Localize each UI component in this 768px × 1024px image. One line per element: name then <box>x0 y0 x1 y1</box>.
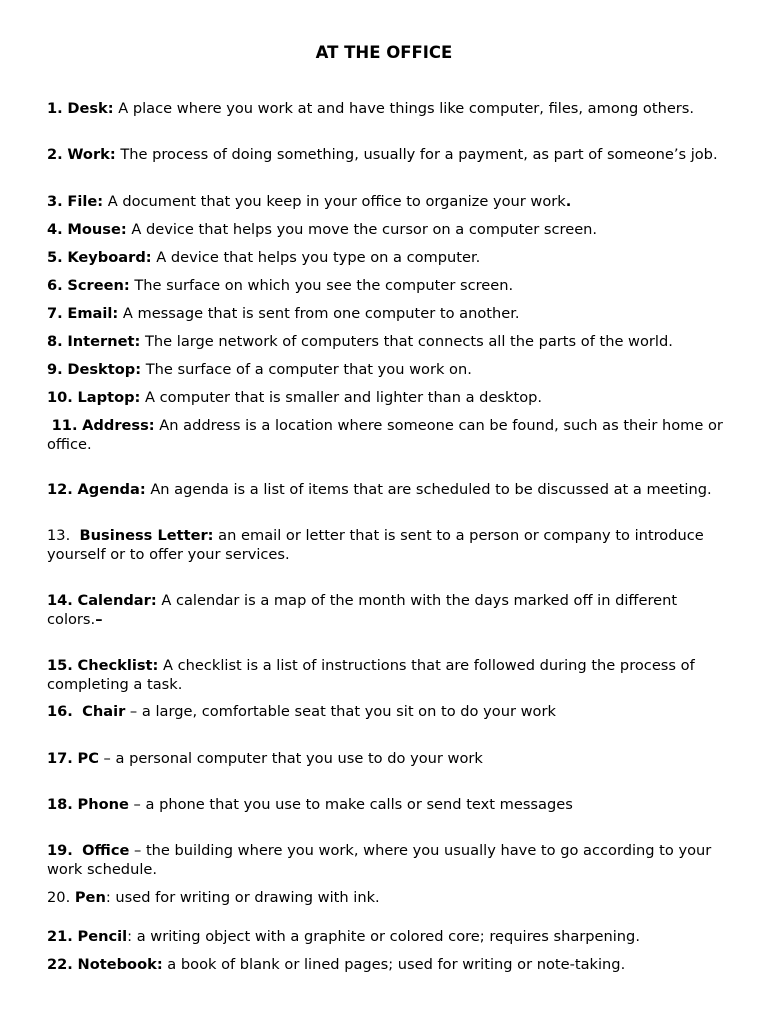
glossary-entry-desk <box>47 100 727 119</box>
entry-definition: The surface on which you see the computer screen. <box>134 277 514 294</box>
entry-term: Screen: <box>67 277 130 294</box>
entry-trailing-mark: . <box>565 193 572 210</box>
entry-number: 2. <box>47 146 63 163</box>
entry-number: 19. <box>47 842 73 859</box>
glossary-entry-pencil <box>47 928 727 947</box>
entry-number: 17. <box>47 750 73 767</box>
glossary-entry-desktop <box>47 361 727 380</box>
entry-separator: – <box>125 703 142 720</box>
entry-term: Pen <box>74 889 106 906</box>
entry-definition: a book of blank or lined pages; used for writing or note-taking. <box>167 956 626 973</box>
entry-number: 8. <box>47 333 63 350</box>
glossary-entry-business-letter <box>47 527 727 564</box>
entry-definition: A calendar is a map of the month with the days marked off in different colors. <box>47 592 678 628</box>
entry-number: 22. <box>47 956 73 973</box>
glossary-entry-pen <box>47 889 727 908</box>
glossary-entry-notebook <box>47 956 727 975</box>
entry-definition: a large, comfortable seat that you sit on to do your work <box>141 703 556 720</box>
entry-number: 11. <box>51 417 78 434</box>
entry-term: Agenda: <box>77 481 146 498</box>
entry-separator: – <box>128 796 146 813</box>
entry-term: Business Letter: <box>79 527 214 544</box>
entry-definition: An agenda is a list of items that are scheduled to be discussed at a meeting. <box>150 481 712 498</box>
glossary-entry-email <box>47 305 727 324</box>
entry-definition: a phone that you use to make calls or send text messages <box>145 796 573 813</box>
entry-definition: A device that helps you move the cursor on a computer screen. <box>131 221 598 238</box>
entry-term: Calendar: <box>77 592 157 609</box>
entry-number: 5. <box>47 249 63 266</box>
glossary-entry-file <box>47 193 727 212</box>
entry-term: Pencil <box>77 928 128 945</box>
glossary-entry-keyboard <box>47 249 727 268</box>
entry-term: Internet: <box>67 333 141 350</box>
glossary-entry-work <box>47 146 727 165</box>
entry-number: 6. <box>47 277 63 294</box>
entry-definition: The process of doing something, usually for a payment, as part of someone’s job. <box>120 146 718 163</box>
entry-number: 18. <box>47 796 73 813</box>
entry-term: Desktop: <box>67 361 142 378</box>
glossary-entry-pc <box>47 750 727 769</box>
glossary-entry-agenda <box>47 481 727 500</box>
entry-definition: A computer that is smaller and lighter than a desktop. <box>145 389 543 406</box>
entry-definition: A device that helps you type on a computer. <box>156 249 481 266</box>
entry-number: 4. <box>47 221 63 238</box>
entry-definition: A message that is sent from one computer to another. <box>122 305 520 322</box>
glossary-entry-mouse <box>47 221 727 240</box>
entry-number: 9. <box>47 361 63 378</box>
entry-definition: The large network of computers that connects all the parts of the world. <box>144 333 673 350</box>
glossary-entry-internet <box>47 333 727 352</box>
glossary-entry-screen <box>47 277 727 296</box>
glossary-entry-calendar <box>47 592 727 629</box>
entry-term: PC <box>77 750 99 767</box>
entry-term: Office <box>82 842 130 859</box>
entry-number: 13. <box>47 527 71 544</box>
entry-term: Mouse: <box>67 221 127 238</box>
entry-term: Desk: <box>67 100 114 117</box>
entry-term: Keyboard: <box>67 249 152 266</box>
entry-separator: – <box>98 750 116 767</box>
entry-term: Checklist: <box>77 657 159 674</box>
entry-term: Work: <box>67 146 116 163</box>
entry-term: Laptop: <box>77 389 141 406</box>
entry-number: 7. <box>47 305 63 322</box>
entry-definition: The surface of a computer that you work on. <box>145 361 472 378</box>
entry-term: Email: <box>67 305 119 322</box>
entry-definition: the building where you work, where you usually have to go according to your work schedule. <box>47 842 712 878</box>
glossary-entry-phone <box>47 796 727 815</box>
entry-term: Phone <box>77 796 129 813</box>
glossary-entry-chair <box>47 703 727 722</box>
entry-number: 15. <box>47 657 73 674</box>
entry-separator: : <box>127 928 137 945</box>
entry-definition: A checklist is a list of instructions that are followed during the process of completing a task. <box>47 657 695 693</box>
page-title: AT THE OFFICE <box>315 43 453 62</box>
entry-trailing-mark: – <box>95 610 103 628</box>
entry-definition: A place where you work at and have things like computer, files, among others. <box>118 100 695 117</box>
entry-number: 3. <box>47 193 63 210</box>
entry-definition: a writing object with a graphite or colored core; requires sharpening. <box>136 928 640 945</box>
entry-number: 16. <box>47 703 73 720</box>
entry-term: Chair <box>82 703 126 720</box>
glossary-entry-laptop <box>47 389 727 408</box>
entry-definition: A document that you keep in your office to organize your work <box>107 193 566 210</box>
entry-definition: a personal computer that you use to do your work <box>115 750 483 767</box>
entry-number: 12. <box>47 481 73 498</box>
glossary-entry-address <box>47 417 727 454</box>
entry-separator: – <box>129 842 146 859</box>
entry-number: 10. <box>47 389 73 406</box>
entry-definition: an email or letter that is sent to a person or company to introduce yourself or to offer your services. <box>47 527 704 563</box>
glossary-entry-checklist <box>47 657 727 694</box>
entry-term: Notebook: <box>77 956 163 973</box>
entry-definition: An address is a location where someone can be found, such as their home or office. <box>47 417 723 453</box>
entry-definition: used for writing or drawing with ink. <box>115 889 380 906</box>
glossary-entry-office <box>47 842 727 879</box>
entry-separator: : <box>105 889 116 906</box>
entry-term: Address: <box>82 417 155 434</box>
entry-number: 20. <box>47 889 71 906</box>
entry-number: 1. <box>47 100 63 117</box>
entry-number: 21. <box>47 928 73 945</box>
entry-term: File: <box>67 193 104 210</box>
entry-number: 14. <box>47 592 73 609</box>
